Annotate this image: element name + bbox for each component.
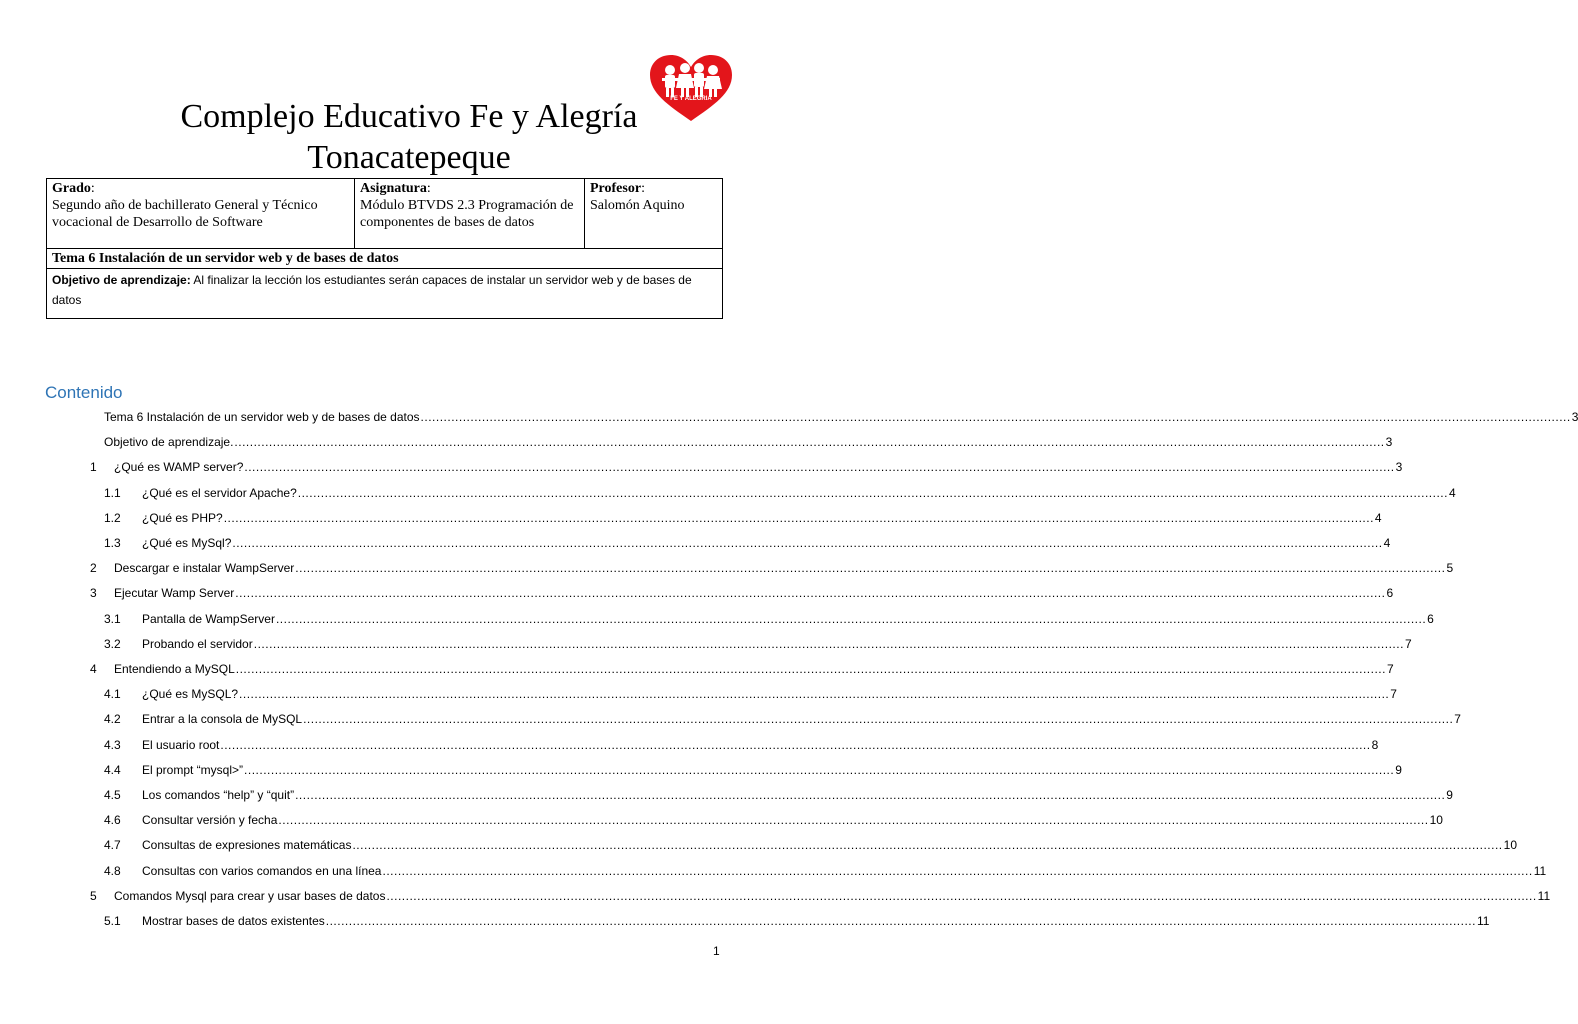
toc-entry[interactable] (0, 787, 1453, 803)
toc-entry-page[interactable]: 8 (1371, 737, 1379, 752)
toc-entry-number: 4.2 (104, 712, 121, 727)
toc-entry-page[interactable]: 3 (1395, 460, 1403, 475)
profesor-value: Salomón Aquino (590, 198, 685, 213)
toc-entry-label[interactable]: ¿Qué es MySQL? (142, 687, 239, 702)
objetivo-text: Al finalizar la lección los estudiantes serán capaces de instalar un servidor web y de bases de datos (52, 273, 692, 307)
toc-entry-label[interactable]: Probando el servidor (142, 636, 253, 651)
toc-leader-dots: ............................................................................................................................................................................................................................................................................................................ (220, 737, 1371, 752)
logo-text: FE Y ALEGRIA (670, 96, 712, 102)
toc-entry-page[interactable]: 7 (1390, 687, 1397, 702)
toc-entry[interactable] (0, 560, 1454, 576)
objetivo-cell (47, 269, 723, 319)
toc-entry-number: 5 (90, 888, 97, 903)
toc-leader-dots: ............................................................................................................................................................................................................................................................................................................ (235, 662, 1386, 676)
toc-entry[interactable] (0, 535, 1391, 551)
toc-entry[interactable] (0, 686, 1397, 702)
toc-entry-label[interactable]: Mostrar bases de datos existentes (142, 914, 325, 928)
toc-entry-number: 4.1 (104, 687, 121, 702)
toc-entry-number: 1.1 (104, 485, 121, 500)
toc-leader-dots: ............................................................................................................................................................................................................................................................................................................ (386, 888, 1537, 903)
toc-leader-dots: ............................................................................................................................................................................................................................................................................................................ (295, 561, 1446, 576)
toc-leader-dots: ............................................................................................................................................................................................................................................................................................................ (275, 611, 1427, 626)
toc-leader-dots: ............................................................................................................................................................................................................................................................................................................ (223, 510, 1374, 525)
toc-title: Contenido (45, 383, 123, 402)
toc-entry[interactable] (0, 611, 1434, 627)
toc-entry-label[interactable]: Consultar versión y fecha (142, 813, 278, 828)
toc-entry[interactable] (0, 409, 1578, 425)
toc-entry-number: 2 (90, 561, 97, 576)
toc-leader-dots: ............................................................................................................................................................................................................................................................................................................ (278, 813, 1429, 828)
document-title-line2: Tonacatepeque (307, 139, 511, 176)
toc-entry[interactable] (0, 863, 1547, 879)
toc-entry-page[interactable]: 7 (1386, 662, 1394, 676)
fe-y-alegria-logo (648, 53, 734, 123)
toc-entry-page[interactable]: 9 (1395, 762, 1402, 777)
toc-entry[interactable] (0, 485, 1456, 501)
toc-entry-label[interactable]: Descargar e instalar WampServer (114, 561, 295, 576)
toc-entry[interactable] (0, 459, 1403, 475)
profesor-cell: Profesor: Salomón Aquino (585, 179, 723, 249)
toc-entry-page[interactable]: 9 (1446, 788, 1453, 802)
toc-entry-page[interactable]: 11 (1533, 863, 1547, 878)
toc-entry-label[interactable]: ¿Qué es el servidor Apache? (142, 485, 297, 500)
tema-cell (47, 249, 723, 269)
toc-entry-page[interactable]: 11 (1537, 888, 1551, 903)
grado-cell: Grado: Segundo año de bachillerato General y Técnico vocacional de Desarrollo de Software (47, 179, 355, 249)
toc-leader-dots: ............................................................................................................................................................................................................................................................................................................ (244, 460, 1395, 475)
toc-entry-label[interactable]: Consultas con varios comandos en una línea (142, 863, 382, 878)
toc-leader-dots: ............................................................................................................................................................................................................................................................................................................ (239, 687, 1390, 702)
toc-entry[interactable] (0, 711, 1461, 727)
profesor-label: Profesor (590, 181, 642, 196)
toc-leader-dots: ............................................................................................................................................................................................................................................................................................................ (253, 636, 1404, 651)
toc-entry-number: 4.4 (104, 762, 121, 777)
toc-leader-dots: ............................................................................................................................................................................................................................................................................................................ (325, 914, 1476, 928)
toc-entry-number: 4.5 (104, 788, 121, 802)
toc-entry-page[interactable]: 3 (1571, 410, 1578, 424)
page-number: 1 (713, 944, 720, 958)
toc-entry-page[interactable]: 4 (1374, 510, 1382, 525)
toc-entry-page[interactable]: 10 (1503, 838, 1517, 853)
document-title-line1: Complejo Educativo Fe y Alegría (180, 98, 638, 135)
toc-entry[interactable] (0, 913, 1490, 929)
toc-entry-page[interactable]: 4 (1383, 536, 1391, 550)
toc-entry[interactable] (0, 837, 1517, 853)
toc-entry-label[interactable]: ¿Qué es PHP? (142, 510, 223, 525)
toc-leader-dots: ............................................................................................................................................................................................................................................................................................................ (244, 762, 1395, 777)
toc-entry-page[interactable]: 6 (1386, 586, 1394, 601)
toc-entry-number: 3.1 (104, 611, 121, 626)
toc-entry-label[interactable]: El usuario root (142, 737, 220, 752)
grado-label: Grado (52, 181, 91, 196)
toc-entry-number: 3 (90, 586, 97, 601)
toc-entry-label[interactable]: Comandos Mysql para crear y usar bases de datos (114, 888, 386, 903)
course-info-table (46, 178, 723, 319)
toc-entry[interactable] (0, 888, 1551, 904)
toc-entry-label[interactable]: Entrar a la consola de MySQL (142, 712, 303, 727)
objetivo-label: Objetivo de aprendizaje: (52, 273, 191, 287)
toc-entry[interactable] (0, 585, 1394, 601)
toc-entry-label[interactable]: Objetivo de aprendizaje. (104, 435, 234, 450)
toc-leader-dots: ............................................................................................................................................................................................................................................................................................................ (303, 712, 1454, 727)
asignatura-cell: Asignatura: Módulo BTVDS 2.3 Programación de componentes de bases de datos (355, 179, 585, 249)
toc-entry-page[interactable]: 3 (1385, 435, 1393, 450)
toc-leader-dots: ............................................................................................................................................................................................................................................................................................................ (382, 863, 1533, 878)
toc-entry-number: 4 (90, 662, 97, 676)
toc-leader-dots: ............................................................................................................................................................................................................................................................................................................ (352, 838, 1503, 853)
toc-entry[interactable] (0, 636, 1412, 652)
toc-entry-page[interactable]: 10 (1429, 813, 1443, 828)
toc-entry-number: 4.6 (104, 813, 121, 828)
toc-entry[interactable] (0, 661, 1394, 677)
toc-entry-label[interactable]: Los comandos “help” y “quit” (142, 788, 295, 802)
toc-entry-page[interactable]: 6 (1427, 611, 1434, 626)
asignatura-value: Módulo BTVDS 2.3 Programación de componentes de bases de datos (360, 198, 574, 230)
toc-entry[interactable] (0, 434, 1393, 450)
toc-leader-dots: ............................................................................................................................................................................................................................................................................................................ (235, 586, 1386, 601)
toc-leader-dots: ............................................................................................................................................................................................................................................................................................................ (297, 485, 1448, 500)
toc-entry-page[interactable]: 7 (1404, 636, 1412, 651)
toc-leader-dots: ............................................................................................................................................................................................................................................................................................................ (234, 435, 1385, 450)
toc-entry-number: 5.1 (104, 914, 121, 928)
toc-leader-dots: ............................................................................................................................................................................................................................................................................................................ (420, 410, 1571, 424)
toc-entry-label[interactable]: ¿Qué es MySql? (142, 536, 232, 550)
asignatura-label: Asignatura (360, 181, 427, 196)
toc-entry-page[interactable]: 7 (1454, 712, 1461, 727)
toc-entry-number: 4.8 (104, 863, 121, 878)
toc-entry-label[interactable]: Tema 6 Instalación de un servidor web y de bases de datos (104, 410, 420, 424)
toc-entry-number: 1.2 (104, 510, 121, 525)
toc-entry[interactable] (0, 737, 1379, 753)
toc-entry-number: 3.2 (104, 636, 121, 651)
toc-entry-label[interactable]: ¿Qué es WAMP server? (114, 460, 244, 475)
toc-entry-number: 1 (90, 460, 97, 475)
toc-entry-label[interactable]: Ejecutar Wamp Server (114, 586, 235, 601)
tema-text: Tema 6 Instalación de un servidor web y de bases de datos (52, 251, 399, 266)
toc-entry-label[interactable]: Entendiendo a MySQL (114, 662, 235, 676)
toc-entry-page[interactable]: 4 (1448, 485, 1456, 500)
toc-leader-dots: ............................................................................................................................................................................................................................................................................................................ (295, 788, 1446, 802)
toc-entry-number: 1.3 (104, 536, 121, 550)
toc-entry-page[interactable]: 11 (1476, 914, 1490, 928)
toc-entry-number: 4.7 (104, 838, 121, 853)
toc-entry[interactable] (0, 762, 1402, 778)
toc-entry-label[interactable]: Consultas de expresiones matemáticas (142, 838, 352, 853)
toc-entry-label[interactable]: El prompt “mysql>” (142, 762, 244, 777)
toc-entry-label[interactable]: Pantalla de WampServer (142, 611, 275, 626)
toc-leader-dots: ............................................................................................................................................................................................................................................................................................................ (232, 536, 1383, 550)
toc-entry-page[interactable]: 5 (1446, 561, 1454, 576)
toc-entry[interactable] (0, 510, 1382, 526)
toc-entry[interactable] (0, 812, 1443, 828)
grado-value: Segundo año de bachillerato General y Técnico vocacional de Desarrollo de Software (52, 198, 318, 230)
toc-entry-number: 4.3 (104, 737, 121, 752)
